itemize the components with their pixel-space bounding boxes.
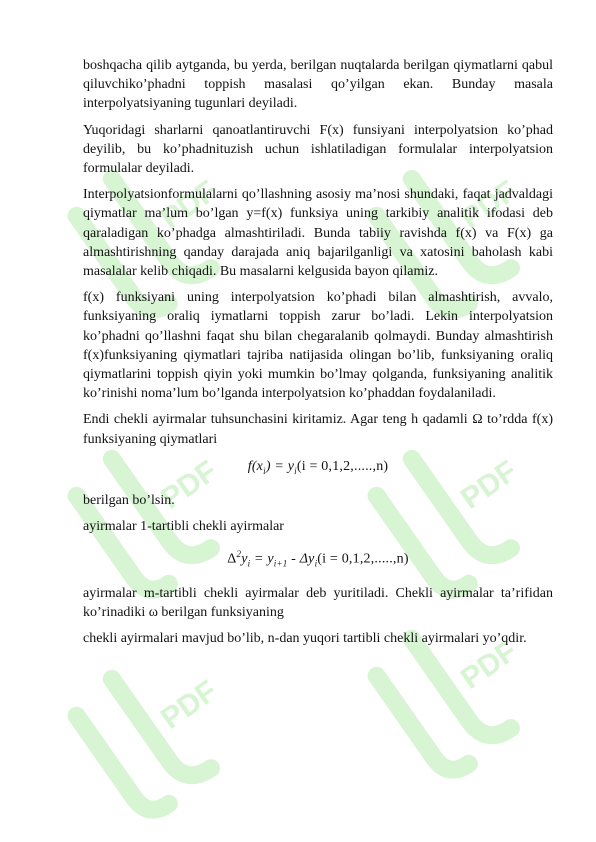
- paragraph: ayirmalar m-tartibli chekli ayirmalar deb yuritiladi. Chekli ayirmalar ta’rifidan ko’rinadiki ω berilgan funksiyaning: [83, 585, 553, 620]
- paragraph: Yuqoridagi sharlarni qanoatlantiruvchi F(x) funsiyani interpolyatsion ko’phad deyilib, bu ko’phadnituzish uchun ishlatiladigan formulalar interpolyatsion formulalar deyiladi.: [83, 122, 553, 177]
- watermark-text: PDF: [155, 674, 224, 736]
- paragraph: chekli ayirmalari mavjud bo’lib, n-dan yuqori tartibli chekli ayirmalari yo’qdir.: [83, 630, 527, 646]
- watermark-text: PDF: [155, 174, 224, 236]
- watermark-text: PDF: [455, 174, 524, 236]
- formula-values: $f(x_i) = y_i(i = 0,1,2,.....,n)$: [247, 458, 389, 476]
- paragraph: boshqacha qilib aytganda, bu yerda, berilgan nuqtalarda berilgan qiymatlarni qabul qiluvchiko’phadni toppish masalasi qo’yilgan ekan. Bunday masala interpolyatsiyaning tugunlari deyiladi.: [83, 58, 553, 112]
- watermark-text: PDF: [155, 454, 224, 516]
- formula-differences: $\Delta^2y_i = y_{i+1} - \Delta y_i(i = 0,1,2,.....,n)$: [227, 549, 409, 569]
- document-page: [83, 56, 553, 655]
- paragraph: ayirmalar 1-tartibli chekli ayirmalar: [83, 518, 284, 534]
- paragraph: Endi chekli ayirmalar tuhsunchasini kiritamiz. Agar teng h qadamli Ω to’rdda f(x) funksiyaning qiymatlari: [83, 412, 553, 447]
- watermark-logo: [60, 640, 230, 830]
- watermark-text: PDF: [455, 634, 524, 696]
- paragraph: berilgan bo’lsin.: [83, 492, 175, 508]
- paragraph: f(x) funksiyani uning interpolyatsion ko’phadi bilan almashtirish, avvalo, funksiyaning oraliq iymatlarni toppish zarur bo’ladi. Lekin interpolyatsion ko’phadni qo’llashni faqat shu bilan chegaralanib qolmaydi. Bunday almashtirish f(x)funksiyaning qiymatlari tajriba natijasida olingan bo’lib, funksiyaning oraliq qiymatlarini toppish qiyin yoki mumkin bo’lmay qolganda, funksiyaning analitik ko’rinishi noma’lum bo’lganda interpolyatsion ko’phaddan foydalaniladi.: [83, 290, 553, 402]
- paragraph: Interpolyatsionformulalarni qo’llashning asosiy ma’nosi shundaki, faqat jadvaldagi qiymatlar ma’lum bo’lgan y=f(x) funksiya uning tarkibiy analitik ifodasi deb qaraladigan ko’phadga almashtiriladi. Bunda tabiiy ravishda f(x) va F(x) ga almashtirishning qanday darajada aniq bajarilganligi va xatosini baholash kabi masalalar kelib chiqadi. Bu masalarni kelgusida bayon qilamiz.: [83, 187, 553, 280]
- watermark-text: PDF: [455, 454, 524, 516]
